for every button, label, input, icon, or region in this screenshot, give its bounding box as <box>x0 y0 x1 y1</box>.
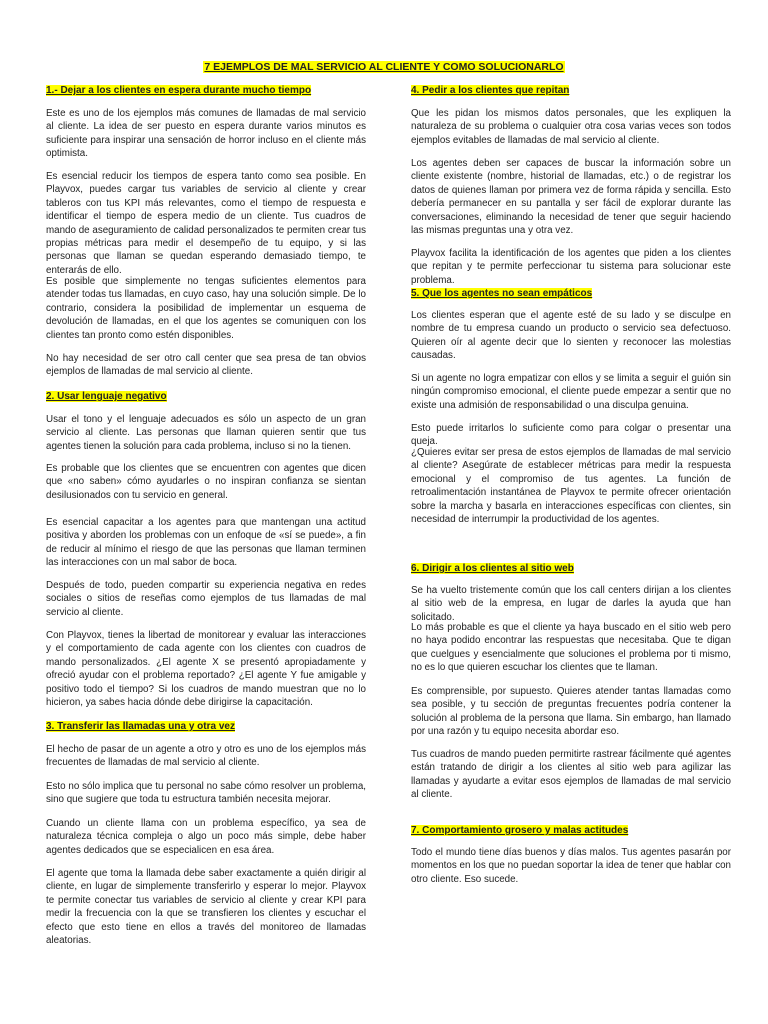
section-2-paragraph-5: Con Playvox, tienes la libertad de monitorear y evaluar las interacciones y el comportamiento de cada agente con los clientes con cuadros de mando personalizados. ¿El agente X se presentó apropiadamente y ofreció ayudar con el problema reportado? ¿El agente Y fue amigable y positivo todo el tiempo? Si los cuadros de mando muestran que no lo hicieron, ya sabes hacia dónde debe dirigirse la capacitación. <box>46 630 366 709</box>
section-4-paragraph-3: Playvox facilita la identificación de los agentes que piden a los clientes que repitan y te permite perfeccionar tu sistema para solucionar este problema. <box>411 248 731 286</box>
section-5-paragraph-2: Si un agente no logra empatizar con ellos y se limita a seguir el guión sin ningún compromiso emocional, el cliente puede empezar a sentir que no existe una admisión de responsabilidad o una disculpa genuina. <box>411 373 731 411</box>
section-5-heading: 5. Que los agentes no sean empáticos <box>411 288 593 299</box>
section-2-heading: 2. Usar lenguaje negativo <box>46 391 167 402</box>
section-7-paragraph-1: Todo el mundo tiene días buenos y días malos. Tus agentes pasarán por momentos en los que no puedan soportar la idea de tener que hablar con otro cliente. Eso sucede. <box>411 847 731 885</box>
section-6-paragraph-2: Lo más probable es que el cliente ya haya buscado en el sitio web pero no haya podido encontrar las respuestas que necesitaba. Que te digan que cuelgues y esencialmente que soluciones el problema por ti mismo, no es lo que quieren escuchar los clientes que te llaman. <box>411 622 731 674</box>
section-1-paragraph-4: No hay necesidad de ser otro call center que sea presa de tan obvios ejemplos de llamadas de mal servicio al cliente. <box>46 353 366 378</box>
section-5-paragraph-3: Esto puede irritarlos lo suficiente como para colgar o presentar una queja. <box>411 423 731 448</box>
section-6-paragraph-3: Es comprensible, por supuesto. Quieres atender tantas llamadas como sea posible, y tu sección de preguntas frecuentes podría contener la solución al problema de la persona que llama. Sin embargo, han llamado por una razón y tu equipo necesita abordar eso. <box>411 686 731 738</box>
section-2-paragraph-2: Es probable que los clientes que se encuentren con agentes que dicen que «no saben» cómo ayudarles o no inspiran confianza se sientan desilusionados con tu servicio en general. <box>46 463 366 501</box>
section-1-paragraph-3: Es posible que simplemente no tengas suficientes elementos para atender todas tus llamadas, en cuyo caso, hay una solución simple. De lo contrario, considera la posibilidad de implementar un esquema de devolución de llamadas, en el que los agentes se comuniquen con los clientes tan pronto como estén disponibles. <box>46 276 366 341</box>
section-6-paragraph-4: Tus cuadros de mando pueden permitirte rastrear fácilmente qué agentes están tratando de dirigir a los clientes al sitio web para agilizar las llamadas y ayudarte a evitar esos ejemplos de llamadas de mal servicio al cliente. <box>411 749 731 801</box>
section-2-paragraph-3: Es esencial capacitar a los agentes para que mantengan una actitud positiva y aborden los problemas con un enfoque de «sí se puede», a fin de reducir al mínimo el riesgo de que las personas que llaman terminen las interacciones con un mal sabor de boca. <box>46 517 366 569</box>
section-2-paragraph-1: Usar el tono y el lenguaje adecuados es sólo un aspecto de un gran servicio al cliente. Las personas que llaman quieren sentir que tus agentes tienen la solución para cada problema, incluso si no la tienen. <box>46 414 366 452</box>
section-3-paragraph-2: Esto no sólo implica que tu personal no sabe cómo resolver un problema, sino que sugiere que toda tu estructura también necesita mejorar. <box>46 781 366 806</box>
section-3-paragraph-4: El agente que toma la llamada debe saber exactamente a quién dirigir al cliente, en lugar de simplemente transferirlo y esperar lo mejor. Playvox te permite conectar tus variables de servicio al cliente y crear KPI para medir la frecuencia con la que se transfieren los clientes y escuchar el efecto que esto tiene en ellos a través del monitoreo de llamadas aleatorias. <box>46 868 366 947</box>
section-5-paragraph-1: Los clientes esperan que el agente esté de su lado y se disculpe en nombre de tu empresa cuando un producto o servicio sea defectuoso. Quieren oír al agente decir que lo sienten y reconocer las molestias causadas. <box>411 310 731 362</box>
section-4-paragraph-2: Los agentes deben ser capaces de buscar la información sobre un cliente existente (nombre, historial de llamadas, etc.) o de registrar los datos de quienes llaman por primera vez de forma rápida y sencilla. Esto debería permanecer en su pantalla y ser fácil de explorar durante las conversaciones, eliminando la necesidad de tener que seguir haciendo las mismas preguntas una y otra vez. <box>411 158 731 237</box>
document-title: 7 EJEMPLOS DE MAL SERVICIO AL CLIENTE Y COMO SOLUCIONARLO <box>204 61 564 73</box>
section-6-paragraph-1: Se ha vuelto tristemente común que los call centers dirijan a los clientes al sitio web de la empresa, en lugar de darles la ayuda que han solicitado. <box>411 585 731 623</box>
section-1-paragraph-2: Es esencial reducir los tiempos de espera tanto como sea posible. En Playvox, puedes cargar tus variables de servicio al cliente y crear tableros con tus KPI más relevantes, como el tiempo de respuesta e identificar el tiempo de espera medio de un cliente. Tus cuadros de mando de aseguramiento de calidad personalizados te permiten crear tus propias métricas para medir el desempeño de tu equipo, y si las personas que llaman se quedan esperando demasiado tiempo, te enterarás de ello. <box>46 171 366 276</box>
section-5-paragraph-4: ¿Quieres evitar ser presa de estos ejemplos de llamadas de mal servicio al cliente? Asegúrate de establecer métricas para medir la respuesta emocional y el compromiso de tus agentes. La función de retroalimentación instantánea de Playvox te permite ofrecer orientación sobre la marcha y basarla en interacciones específicas con clientes, sin necesidad de interrumpir la productividad de los agentes. <box>411 447 731 526</box>
section-3-paragraph-1: El hecho de pasar de un agente a otro y otro es uno de los ejemplos más frecuentes de llamadas de mal servicio al cliente. <box>46 744 366 769</box>
section-2-paragraph-4: Después de todo, pueden compartir su experiencia negativa en redes sociales o sitios de reseñas como ejemplos de tus llamadas de mal servicio al cliente. <box>46 580 366 618</box>
section-4-heading: 4. Pedir a los clientes que repitan <box>411 85 570 96</box>
section-4-paragraph-1: Que les pidan los mismos datos personales, que les expliquen la naturaleza de su problema o cualquier otra cosa varias veces son todos ejemplos evitables de llamadas de mal servicio al cliente. <box>411 108 731 146</box>
section-6-heading: 6. Dirigir a los clientes al sitio web <box>411 563 574 574</box>
section-1-paragraph-1: Este es uno de los ejemplos más comunes de llamadas de mal servicio al cliente. La idea de ser puesto en espera durante varios minutos es suficiente para inspirar una sensación de horror incluso en el cliente más optimista. <box>46 108 366 160</box>
section-3-heading: 3. Transferir las llamadas una y otra vez <box>46 721 235 732</box>
section-1-heading: 1.- Dejar a los clientes en espera durante mucho tiempo <box>46 85 312 96</box>
section-3-paragraph-3: Cuando un cliente llama con un problema específico, ya sea de naturaleza técnica compleja o algo un poco más simple, debe haber agentes dedicados que se especialicen en esa área. <box>46 818 366 856</box>
section-7-heading: 7. Comportamiento grosero y malas actitudes <box>411 825 629 836</box>
